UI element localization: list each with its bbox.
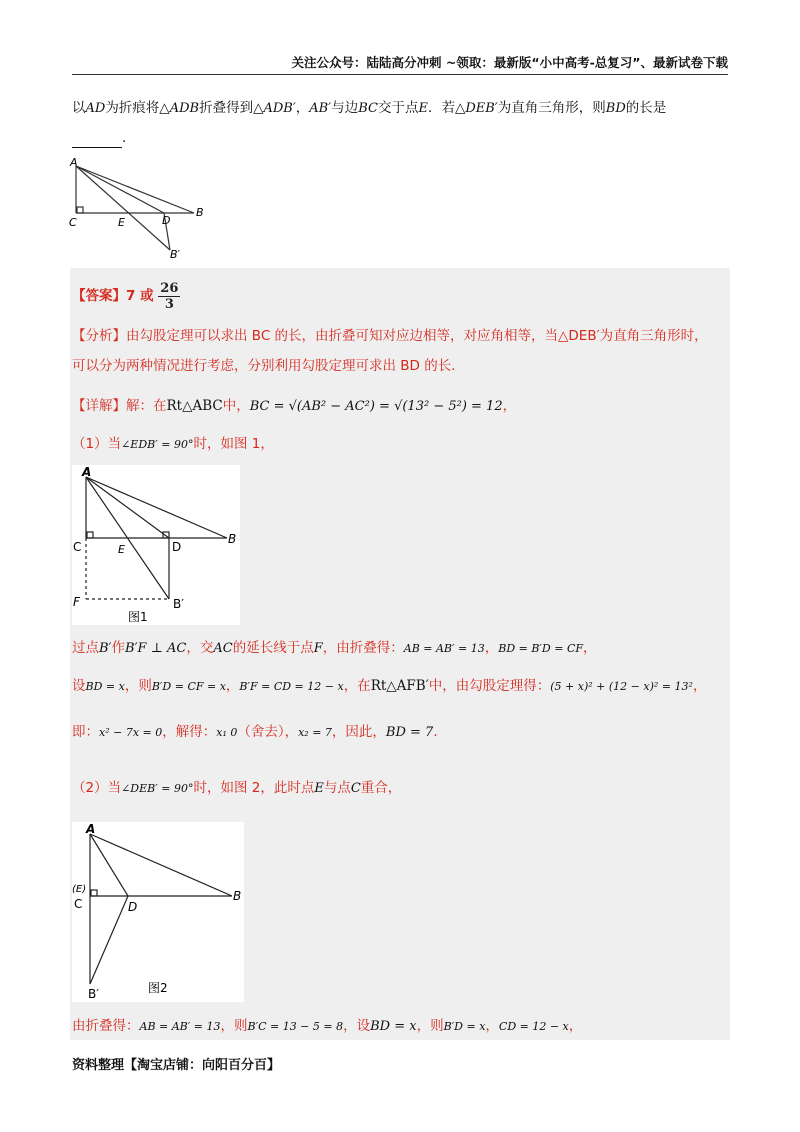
figure-question — [66, 156, 216, 262]
fig0-label-b-prime: B′ — [170, 248, 181, 261]
answer-blank: . — [72, 128, 126, 148]
case2-line: （2）当∠DEB′ = 90°时，如图 2，此时点E与点C重合， — [72, 780, 402, 796]
fig2-label-a: A — [86, 822, 96, 836]
fig2-label-d: D — [128, 900, 138, 914]
step4-line: 由折叠得：AB = AB′ = 13，则B′C = 13 − 5 = 8，设BD = x，则B′D = x，CD = 12 − x， — [72, 1018, 583, 1034]
fig1-label-b-prime: B′ — [173, 597, 184, 611]
page-footer: 资料整理【淘宝店铺：向阳百分百】 — [72, 1058, 281, 1073]
figure-1 — [72, 465, 240, 625]
figure-2 — [72, 822, 244, 1002]
step3-line: 即：x² − 7x = 0，解得：x₁ 0（舍去），x₂ = 7，因此，BD = 7. — [72, 724, 438, 740]
fig1-label-f: F — [73, 595, 80, 609]
detail-line: 【详解】解：在Rt△ABC中，BC = √(AB² − AC²) = √(13² − 5²) = 12， — [72, 398, 517, 414]
fig1-label-a: A — [82, 465, 92, 479]
fig0-label-c: C — [69, 216, 77, 229]
fig1-label-e: E — [118, 543, 125, 556]
fig2-caption: 图2 — [148, 981, 168, 995]
fig0-label-e: E — [118, 216, 125, 229]
case1-line: （1）当∠EDB′ = 90°时，如图 1， — [72, 436, 274, 452]
step1-line: 过点B′作B′F ⊥ AC，交AC的延长线于点F，由折叠得：AB = AB′ = 13，BD = B′D = CF， — [72, 640, 597, 656]
fig2-label-b-prime: B′ — [88, 987, 99, 1001]
fig0-label-a: A — [70, 156, 78, 169]
fig2-label-e: (E) — [72, 884, 87, 895]
fig2-label-c: C — [74, 897, 83, 911]
fig0-label-d: D — [162, 214, 171, 227]
answer-line: 【答案】7 或 $\frac{26}{3}$ — [72, 280, 179, 312]
fig0-label-b: B — [196, 206, 204, 219]
fig1-label-c: C — [73, 540, 82, 554]
blank-line — [72, 133, 122, 148]
step2-line: 设BD = x，则B′D = CF = x，B′F = CD = 12 − x，在Rt△AFB′中，由勾股定理得：(5 + x)² + (12 − x)² = 13²， — [72, 678, 707, 694]
fig2-label-b: B — [233, 889, 242, 903]
analysis-line-2: 可以分为两种情况进行考虑，分别利用勾股定理可求出 BD 的长． — [72, 358, 465, 374]
analysis-line-1: 【分析】由勾股定理可以求出 BC 的长，由折叠可知对应边相等，对应角相等，当△DEB′为直角三角形时， — [72, 328, 708, 344]
page-header: 关注公众号：陆陆高分冲刺 ~领取：最新版“小中高考-总复习”、最新试卷下载 — [72, 54, 728, 75]
fig1-caption: 图1 — [128, 610, 148, 624]
fig1-label-d: D — [172, 540, 182, 554]
answer-fraction: $\frac{26}{3}$ — [160, 280, 179, 312]
question-line: 以AD为折痕将△ADB折叠得到△ADB′，AB′与边BC交于点E．若△DEB′为直角三角形，则BD的长是 — [72, 100, 667, 116]
fig1-label-b: B — [228, 532, 237, 546]
